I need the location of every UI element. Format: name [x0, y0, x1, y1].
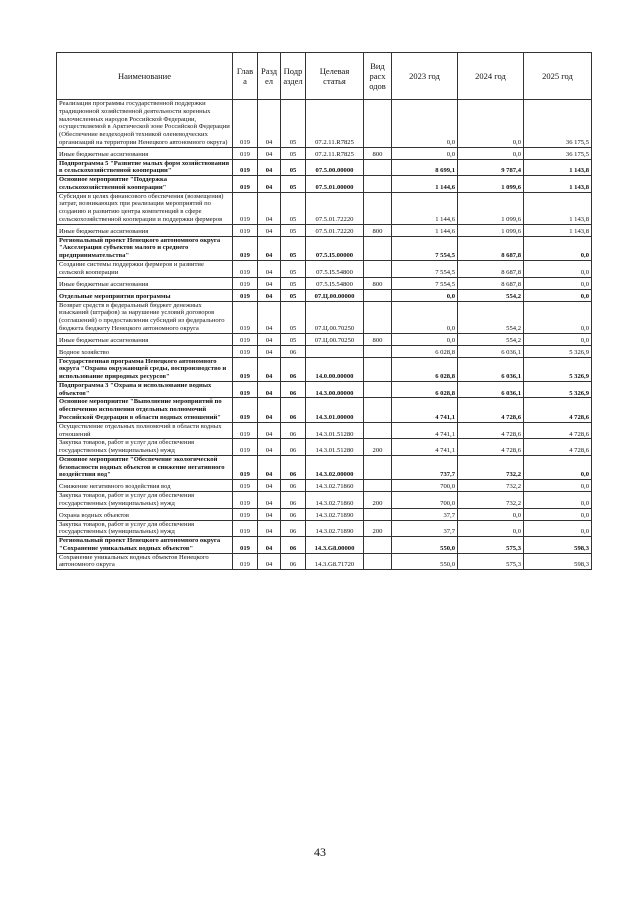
row-target-article-cell: 07.5.I5.54800: [306, 277, 364, 289]
row-value-2025-cell: 0,0: [524, 236, 592, 260]
row-razdel-cell: 04: [258, 492, 281, 509]
row-value-2025-cell: 4 728,6: [524, 422, 592, 439]
row-podrazdel-cell: 06: [281, 357, 306, 381]
row-name-cell: Основное мероприятие "Поддержка сельскохозяйственной кооперации": [57, 176, 233, 193]
row-value-2023-cell: 6 028,8: [392, 345, 458, 357]
row-razdel-cell: 04: [258, 333, 281, 345]
row-podrazdel-cell: 05: [281, 159, 306, 176]
row-value-2024-cell: 8 687,8: [458, 236, 524, 260]
row-glava-cell: 019: [233, 147, 258, 159]
row-razdel-cell: 04: [258, 301, 281, 333]
row-value-2025-cell: 0,0: [524, 277, 592, 289]
row-expense-type-cell: 200: [364, 439, 392, 456]
header-year-2025: 2025 год: [524, 53, 592, 100]
table-row: [57, 537, 592, 554]
row-expense-type-cell: [364, 508, 392, 520]
table-row: [57, 439, 592, 456]
row-value-2023-cell: 700,0: [392, 492, 458, 509]
row-value-2025-cell: 1 143,8: [524, 224, 592, 236]
row-expense-type-cell: [364, 345, 392, 357]
row-name-cell: Региональный проект Ненецкого автономного округа "Сохранение уникальных водных объектов": [57, 537, 233, 554]
row-target-article-cell: 07.5.01.72220: [306, 224, 364, 236]
row-name-cell: Иные бюджетные ассигнования: [57, 333, 233, 345]
row-expense-type-cell: 800: [364, 277, 392, 289]
table-row: [57, 345, 592, 357]
row-value-2024-cell: 0,0: [458, 520, 524, 537]
row-value-2025-cell: 1 143,8: [524, 159, 592, 176]
row-value-2023-cell: 37,7: [392, 508, 458, 520]
row-name-cell: Государственная программа Ненецкого автономного округа "Охрана окружающей среды, воспроизводство и использование природных ресурсов": [57, 357, 233, 381]
row-glava-cell: 019: [233, 277, 258, 289]
row-glava-cell: 019: [233, 553, 258, 570]
row-name-cell: Создание системы поддержки фермеров и развитие сельской кооперации: [57, 261, 233, 278]
row-name-cell: Закупка товаров, работ и услуг для обеспечения государственных (муниципальных) нужд: [57, 520, 233, 537]
row-expense-type-cell: 800: [364, 224, 392, 236]
row-podrazdel-cell: 06: [281, 381, 306, 398]
row-glava-cell: 019: [233, 455, 258, 479]
table-row: [57, 480, 592, 492]
row-expense-type-cell: [364, 289, 392, 301]
row-glava-cell: 019: [233, 381, 258, 398]
row-expense-type-cell: [364, 192, 392, 224]
row-value-2023-cell: 6 028,8: [392, 357, 458, 381]
table-row: [57, 553, 592, 570]
row-value-2025-cell: 0,0: [524, 455, 592, 479]
row-razdel-cell: 04: [258, 508, 281, 520]
row-glava-cell: 019: [233, 192, 258, 224]
row-razdel-cell: 04: [258, 422, 281, 439]
row-razdel-cell: 04: [258, 176, 281, 193]
row-glava-cell: 019: [233, 439, 258, 456]
row-expense-type-cell: [364, 480, 392, 492]
row-value-2023-cell: 737,7: [392, 455, 458, 479]
row-value-2024-cell: 1 099,6: [458, 176, 524, 193]
row-glava-cell: 019: [233, 261, 258, 278]
row-expense-type-cell: [364, 537, 392, 554]
table-row: [57, 224, 592, 236]
row-name-cell: Иные бюджетные ассигнования: [57, 224, 233, 236]
row-podrazdel-cell: 05: [281, 289, 306, 301]
row-value-2025-cell: 0,0: [524, 508, 592, 520]
table-row: [57, 147, 592, 159]
table-body: [57, 100, 592, 570]
row-podrazdel-cell: 05: [281, 147, 306, 159]
row-name-cell: Возврат средств в федеральный бюджет денежных взысканий (штрафов) за нарушение условий договоров (соглашений) о предоставлении субсидий из федерального бюджета бюджету Ненецкого автономного округа: [57, 301, 233, 333]
row-glava-cell: 019: [233, 345, 258, 357]
row-expense-type-cell: 200: [364, 520, 392, 537]
row-glava-cell: 019: [233, 100, 258, 148]
row-value-2025-cell: 0,0: [524, 492, 592, 509]
header-podrazdel: Подр аздел: [281, 53, 306, 100]
row-value-2024-cell: 8 687,8: [458, 261, 524, 278]
row-podrazdel-cell: 06: [281, 398, 306, 422]
row-podrazdel-cell: 05: [281, 236, 306, 260]
table-row: [57, 398, 592, 422]
row-target-article-cell: 14.3.02.71890: [306, 508, 364, 520]
row-glava-cell: 019: [233, 520, 258, 537]
row-value-2024-cell: 575,3: [458, 537, 524, 554]
row-target-article-cell: 14.3.02.71890: [306, 520, 364, 537]
row-expense-type-cell: [364, 398, 392, 422]
row-podrazdel-cell: 06: [281, 553, 306, 570]
row-value-2024-cell: 6 036,1: [458, 357, 524, 381]
row-target-article-cell: 14.3.02.71860: [306, 492, 364, 509]
page-number: 43: [314, 845, 326, 859]
row-target-article-cell: 07.5.01.00000: [306, 176, 364, 193]
table-row: [57, 176, 592, 193]
table-row: [57, 289, 592, 301]
row-value-2025-cell: 598,3: [524, 553, 592, 570]
row-value-2023-cell: 0,0: [392, 100, 458, 148]
row-podrazdel-cell: 05: [281, 176, 306, 193]
row-glava-cell: 019: [233, 422, 258, 439]
row-expense-type-cell: [364, 553, 392, 570]
row-podrazdel-cell: 05: [281, 192, 306, 224]
row-target-article-cell: 07.5.I5.00000: [306, 236, 364, 260]
row-value-2023-cell: 1 144,6: [392, 224, 458, 236]
row-target-article-cell: 14.3.01.00000: [306, 398, 364, 422]
header-razdel: Разд ел: [258, 53, 281, 100]
row-podrazdel-cell: 06: [281, 492, 306, 509]
row-glava-cell: 019: [233, 537, 258, 554]
row-podrazdel-cell: 05: [281, 261, 306, 278]
row-razdel-cell: 04: [258, 553, 281, 570]
row-value-2023-cell: 7 554,5: [392, 261, 458, 278]
table-row: [57, 333, 592, 345]
row-value-2025-cell: 0,0: [524, 301, 592, 333]
row-value-2024-cell: 9 787,4: [458, 159, 524, 176]
header-year-2024: 2024 год: [458, 53, 524, 100]
row-value-2025-cell: 5 326,9: [524, 345, 592, 357]
row-name-cell: Иные бюджетные ассигнования: [57, 147, 233, 159]
row-podrazdel-cell: 05: [281, 100, 306, 148]
row-razdel-cell: 04: [258, 345, 281, 357]
row-glava-cell: 019: [233, 492, 258, 509]
row-razdel-cell: 04: [258, 236, 281, 260]
row-value-2023-cell: 7 554,5: [392, 277, 458, 289]
row-value-2023-cell: 8 699,1: [392, 159, 458, 176]
row-target-article-cell: 07.5.I5.54800: [306, 261, 364, 278]
row-name-cell: Подпрограмма 5 "Развитие малых форм хозяйствования в сельскохозяйственной кооперации": [57, 159, 233, 176]
budget-table: [56, 52, 592, 570]
row-value-2023-cell: 550,0: [392, 537, 458, 554]
row-glava-cell: 019: [233, 289, 258, 301]
row-name-cell: Водное хозяйство: [57, 345, 233, 357]
row-value-2025-cell: 5 326,9: [524, 381, 592, 398]
row-expense-type-cell: 800: [364, 333, 392, 345]
row-expense-type-cell: [364, 381, 392, 398]
row-value-2025-cell: 0,0: [524, 261, 592, 278]
row-value-2025-cell: 0,0: [524, 480, 592, 492]
row-razdel-cell: 04: [258, 537, 281, 554]
row-podrazdel-cell: 06: [281, 480, 306, 492]
row-razdel-cell: 04: [258, 224, 281, 236]
row-target-article-cell: 14.3.02.71860: [306, 480, 364, 492]
row-target-article-cell: 07.2.11.R7825: [306, 100, 364, 148]
row-value-2024-cell: 554,2: [458, 301, 524, 333]
row-name-cell: Отдельные мероприятия программы: [57, 289, 233, 301]
row-razdel-cell: 04: [258, 439, 281, 456]
row-target-article-cell: 14.3.G8.00000: [306, 537, 364, 554]
row-podrazdel-cell: 06: [281, 455, 306, 479]
row-glava-cell: 019: [233, 480, 258, 492]
row-expense-type-cell: [364, 261, 392, 278]
row-podrazdel-cell: 06: [281, 439, 306, 456]
row-razdel-cell: 04: [258, 289, 281, 301]
table-row: [57, 277, 592, 289]
row-target-article-cell: 07.Ц.00.70250: [306, 333, 364, 345]
row-name-cell: Региональный проект Ненецкого автономного округа "Акселерация субъектов малого и среднего предпринимательства": [57, 236, 233, 260]
row-value-2023-cell: 6 028,8: [392, 381, 458, 398]
row-target-article-cell: [306, 345, 364, 357]
row-target-article-cell: 07.2.11.R7825: [306, 147, 364, 159]
row-expense-type-cell: [364, 422, 392, 439]
row-razdel-cell: 04: [258, 192, 281, 224]
row-glava-cell: 019: [233, 333, 258, 345]
row-razdel-cell: 04: [258, 147, 281, 159]
row-value-2024-cell: 6 036,1: [458, 345, 524, 357]
row-target-article-cell: 07.5.00.00000: [306, 159, 364, 176]
table-row: [57, 192, 592, 224]
row-podrazdel-cell: 05: [281, 224, 306, 236]
row-razdel-cell: 04: [258, 277, 281, 289]
row-expense-type-cell: [364, 455, 392, 479]
row-value-2024-cell: 8 687,8: [458, 277, 524, 289]
header-year-2023: 2023 год: [392, 53, 458, 100]
row-value-2024-cell: 4 728,6: [458, 422, 524, 439]
row-name-cell: Закупка товаров, работ и услуг для обеспечения государственных (муниципальных) нужд: [57, 492, 233, 509]
row-glava-cell: 019: [233, 508, 258, 520]
row-value-2023-cell: 37,7: [392, 520, 458, 537]
row-target-article-cell: 14.3.01.51280: [306, 439, 364, 456]
row-target-article-cell: 07.5.01.72220: [306, 192, 364, 224]
row-value-2024-cell: 0,0: [458, 147, 524, 159]
row-value-2025-cell: 0,0: [524, 520, 592, 537]
row-glava-cell: 019: [233, 398, 258, 422]
row-expense-type-cell: [364, 301, 392, 333]
row-expense-type-cell: [364, 100, 392, 148]
row-podrazdel-cell: 06: [281, 345, 306, 357]
table-row: [57, 455, 592, 479]
row-value-2025-cell: 0,0: [524, 289, 592, 301]
table-row: [57, 236, 592, 260]
table-row: [57, 357, 592, 381]
row-target-article-cell: 14.3.G8.71720: [306, 553, 364, 570]
row-value-2023-cell: 0,0: [392, 147, 458, 159]
row-value-2024-cell: 0,0: [458, 100, 524, 148]
row-razdel-cell: 04: [258, 480, 281, 492]
row-razdel-cell: 04: [258, 381, 281, 398]
row-name-cell: Основное мероприятие "Выполнение мероприятий по обеспечению исполнения отдельных полномочий Российской Федерации в области водных отношений": [57, 398, 233, 422]
row-glava-cell: 019: [233, 236, 258, 260]
row-value-2023-cell: 550,0: [392, 553, 458, 570]
row-glava-cell: 019: [233, 357, 258, 381]
row-target-article-cell: 14.0.00.00000: [306, 357, 364, 381]
row-target-article-cell: 14.3.00.00000: [306, 381, 364, 398]
row-razdel-cell: 04: [258, 159, 281, 176]
row-value-2024-cell: 554,2: [458, 289, 524, 301]
row-expense-type-cell: [364, 159, 392, 176]
row-podrazdel-cell: 06: [281, 520, 306, 537]
row-target-article-cell: 14.3.01.51280: [306, 422, 364, 439]
row-name-cell: Сохранение уникальных водных объектов Ненецкого автономного округа: [57, 553, 233, 570]
row-value-2025-cell: 1 143,8: [524, 176, 592, 193]
row-value-2024-cell: 575,3: [458, 553, 524, 570]
table-header-row: [57, 53, 592, 100]
row-value-2025-cell: 1 143,8: [524, 192, 592, 224]
row-target-article-cell: 14.3.02.00000: [306, 455, 364, 479]
table-row: [57, 508, 592, 520]
row-glava-cell: 019: [233, 176, 258, 193]
row-value-2024-cell: 4 728,6: [458, 439, 524, 456]
row-name-cell: Иные бюджетные ассигнования: [57, 277, 233, 289]
row-value-2024-cell: 6 036,1: [458, 381, 524, 398]
row-value-2024-cell: 732,2: [458, 455, 524, 479]
row-value-2023-cell: 1 144,6: [392, 176, 458, 193]
row-podrazdel-cell: 05: [281, 277, 306, 289]
row-razdel-cell: 04: [258, 100, 281, 148]
row-expense-type-cell: [364, 176, 392, 193]
table-row: [57, 261, 592, 278]
row-expense-type-cell: [364, 236, 392, 260]
table-row: [57, 492, 592, 509]
row-podrazdel-cell: 05: [281, 301, 306, 333]
row-target-article-cell: 07.Ц.00.70250: [306, 301, 364, 333]
row-value-2023-cell: 700,0: [392, 480, 458, 492]
row-glava-cell: 019: [233, 224, 258, 236]
row-expense-type-cell: 200: [364, 492, 392, 509]
row-name-cell: Реализация программы государственной поддержки традиционной хозяйственной деятельности коренных малочисленных народов Российской Федерации, осуществляемой в Арктической зоне Российской Федерации (Обеспечение вездеходной техникой оленеводческих организаций на территории Ненецкого автономного округа): [57, 100, 233, 148]
row-razdel-cell: 04: [258, 398, 281, 422]
row-value-2023-cell: 0,0: [392, 289, 458, 301]
row-value-2024-cell: 732,2: [458, 492, 524, 509]
row-value-2025-cell: 36 175,5: [524, 100, 592, 148]
row-value-2025-cell: 4 728,6: [524, 398, 592, 422]
row-value-2025-cell: 598,3: [524, 537, 592, 554]
row-target-article-cell: 07.Ц.00.00000: [306, 289, 364, 301]
table-row: [57, 520, 592, 537]
row-value-2025-cell: 36 175,5: [524, 147, 592, 159]
table-row: [57, 100, 592, 148]
row-value-2025-cell: 5 326,9: [524, 357, 592, 381]
row-razdel-cell: 04: [258, 357, 281, 381]
row-value-2024-cell: 1 099,6: [458, 192, 524, 224]
row-value-2023-cell: 4 741,1: [392, 422, 458, 439]
row-value-2023-cell: 0,0: [392, 301, 458, 333]
row-value-2024-cell: 732,2: [458, 480, 524, 492]
row-value-2023-cell: 1 144,6: [392, 192, 458, 224]
header-glava: Глав а: [233, 53, 258, 100]
row-value-2024-cell: 554,2: [458, 333, 524, 345]
row-value-2024-cell: 0,0: [458, 508, 524, 520]
row-value-2023-cell: 0,0: [392, 333, 458, 345]
row-name-cell: Подпрограмма 3 "Охрана и использование водных объектов": [57, 381, 233, 398]
row-value-2023-cell: 7 554,5: [392, 236, 458, 260]
row-name-cell: Закупка товаров, работ и услуг для обеспечения государственных (муниципальных) нужд: [57, 439, 233, 456]
row-name-cell: Субсидия в целях финансового обеспечения (возмещения) затрат, возникающих при реализации мероприятий по созданию и развитию центра компетенций в сфере сельскохозяйственной кооперации и поддержки фермеров: [57, 192, 233, 224]
row-value-2025-cell: 0,0: [524, 333, 592, 345]
row-value-2024-cell: 4 728,6: [458, 398, 524, 422]
row-expense-type-cell: 800: [364, 147, 392, 159]
row-name-cell: Осуществление отдельных полномочий в области водных отношений: [57, 422, 233, 439]
table-row: [57, 159, 592, 176]
table-row: [57, 422, 592, 439]
table-row: [57, 381, 592, 398]
row-name-cell: Основное мероприятие "Обеспечение экологической безопасности водных объектов и снижение негативного воздействия вод": [57, 455, 233, 479]
header-expense-type: Вид расх одов: [364, 53, 392, 100]
row-podrazdel-cell: 06: [281, 508, 306, 520]
row-podrazdel-cell: 05: [281, 333, 306, 345]
row-glava-cell: 019: [233, 159, 258, 176]
row-razdel-cell: 04: [258, 520, 281, 537]
row-podrazdel-cell: 06: [281, 422, 306, 439]
table-row: [57, 301, 592, 333]
row-glava-cell: 019: [233, 301, 258, 333]
header-target-article: Целевая статья: [306, 53, 364, 100]
row-razdel-cell: 04: [258, 455, 281, 479]
row-podrazdel-cell: 06: [281, 537, 306, 554]
row-value-2023-cell: 4 741,1: [392, 439, 458, 456]
row-value-2025-cell: 4 728,6: [524, 439, 592, 456]
header-name: Наименование: [57, 53, 233, 100]
row-value-2023-cell: 4 741,1: [392, 398, 458, 422]
row-value-2024-cell: 1 099,6: [458, 224, 524, 236]
row-razdel-cell: 04: [258, 261, 281, 278]
row-name-cell: Охрана водных объектов: [57, 508, 233, 520]
row-name-cell: Снижение негативного воздействия вод: [57, 480, 233, 492]
row-expense-type-cell: [364, 357, 392, 381]
